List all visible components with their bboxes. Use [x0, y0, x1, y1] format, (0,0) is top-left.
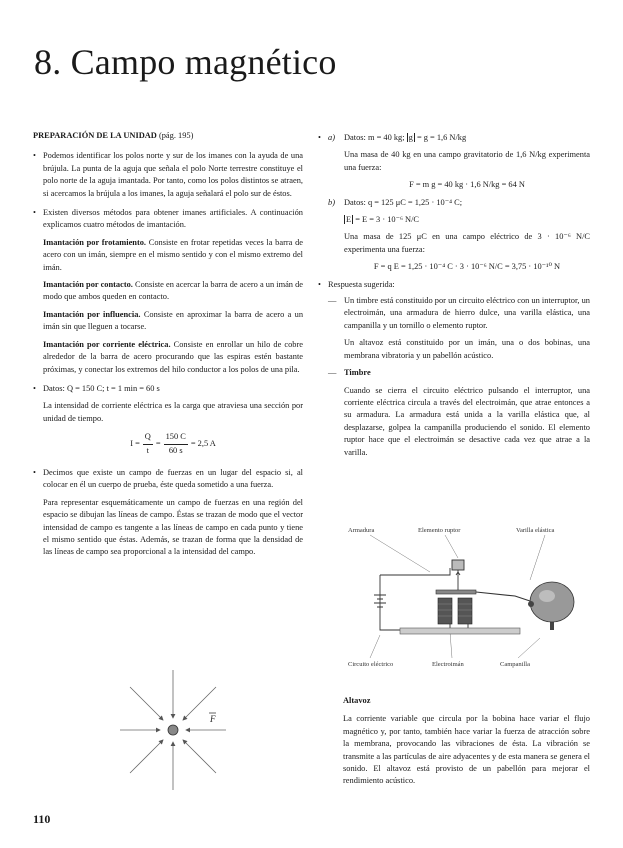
method-current — [43, 339, 303, 376]
g-vector-magnitude — [407, 133, 415, 142]
method-contact-title: Imantación por contacto. — [43, 280, 133, 290]
dash-icon: — — [328, 296, 337, 306]
bullet-icon: • — [33, 151, 36, 161]
e-symbol: E — [346, 215, 352, 225]
bullet-icon: • — [33, 208, 36, 218]
answer-b-data: Datos: q = 125 μC = 1,25 · 10⁻⁴ C; — [344, 197, 463, 207]
fraction-den: t — [146, 445, 149, 455]
ruptor-icon — [452, 560, 464, 590]
altavoz-section — [343, 695, 590, 793]
label-ruptor: Elemento ruptor — [418, 527, 461, 534]
answer-a-formula: F = m g = 40 kg · 1,6 N/kg = 64 N — [409, 180, 525, 190]
label-circuito: Circuito eléctrico — [348, 661, 394, 668]
bell-icon — [528, 582, 574, 630]
preparation-page-ref: (pág. 195) — [158, 131, 194, 140]
bullet-current — [33, 383, 303, 457]
suggested-answer — [318, 279, 590, 291]
e-vector-magnitude — [344, 215, 353, 224]
method-friction-title: Imantación por frotamiento. — [43, 237, 147, 247]
bullet-methods-text: Existen diversos métodos para obtener imanes artificiales. A continuación explicamos cuatro métodos de imantación. — [43, 208, 303, 230]
bullet-icon: • — [33, 383, 36, 393]
bullet-methods — [33, 207, 303, 376]
answer-a-label: a) — [328, 133, 335, 142]
base-plate — [400, 628, 520, 634]
fraction-q-t — [143, 431, 153, 457]
electromagnet-icon — [438, 598, 472, 624]
answer-a-text: Una masa de 40 kg en una campo gravitatorio de 1,6 N/kg experimenta una fuerza: — [344, 150, 590, 172]
method-influence-title: Imantación por influencia. — [43, 309, 141, 319]
altavoz-heading: Altavoz — [343, 696, 371, 705]
answer-b-formula: F = q E = 1,25 · 10⁻⁴ C · 3 · 10⁻⁶ N/C = 3,75 · 10⁻¹⁰ N — [373, 262, 561, 272]
method-contact-text: Consiste en acercar la barra de acero a un imán de modo que ambos queden en contacto. — [43, 280, 304, 302]
bullet-icon: • — [33, 467, 36, 477]
answer-b-label: b) — [328, 197, 335, 207]
method-influence-text: Consiste en aproximar la barra de acero a un imán sin que lleguen a tocarse. — [43, 309, 304, 332]
bullet-icon: • — [318, 279, 321, 289]
left-column — [33, 130, 303, 566]
method-current-title: Imantación por corriente eléctrica. — [43, 339, 171, 349]
a-data-pre: Datos: m = 40 kg; — [344, 133, 405, 142]
label-campanilla: Campanilla — [500, 661, 530, 668]
a-data-post: = g = 1,6 N/kg — [416, 133, 467, 142]
method-influence — [43, 309, 303, 334]
timbre-text: Cuando se cierra el circuito eléctrico pulsando el interruptor, una corriente eléctrica circula a través del electroimán, que atrae entonces a su armadura. La armadura está unida a la varilla elástica que, al desplazarse, golpea la campanilla produciendo el sonido. El elemento ruptor hace que el electroimán se desactive cada vez que atrae a la varilla. — [344, 385, 590, 457]
bullet-compass — [33, 150, 303, 200]
answer-a — [318, 132, 590, 192]
formula-result: = 2,5 A — [190, 438, 216, 448]
fraction-den: 60 s — [168, 445, 183, 455]
method-current-text: Consiste en enrollar un hilo de cobre alrededor de la barra de acero procurando que las espiras estén bastante próximas, y conectar los extremos del hilo conductor a los polos de una pila. — [43, 339, 304, 374]
field-definition: Decimos que existe un campo de fuerzas en un lugar del espacio si, al colocar en él un cuerpo de prueba, éste queda sometido a una fuerza. — [43, 467, 303, 490]
current-text: La intensidad de corriente eléctrica es la carga que atraviesa una sección por unidad de tiempo. — [43, 401, 303, 423]
bell-circuit-diagram — [340, 520, 585, 670]
radial-field-diagram — [118, 660, 228, 800]
method-friction-text: Consiste en frotar repetidas veces la barra de acero con un imán, siempre en el mismo sentido y con el mismo extremo del imán. — [43, 237, 303, 272]
dash-icon: — — [328, 368, 337, 378]
method-contact — [43, 279, 303, 304]
leader-lines — [370, 535, 545, 658]
bell-components: Un timbre está constituido por un circuito eléctrico con un interruptor, un electroimán, una armadura de hierro dulce, una varilla elástica, una campanilla y un tornillo o elemento ruptor. — [344, 296, 590, 330]
answer-a-data — [344, 132, 590, 144]
fraction-values — [164, 431, 188, 457]
page-number: 110 — [33, 812, 51, 826]
answer-b — [318, 197, 590, 274]
bullet-icon: • — [318, 133, 321, 142]
answer-b-text: Una masa de 125 μC en una campo eléctrico de 3 · 10⁻⁶ N/C experimenta una fuerza: — [344, 232, 590, 254]
field-vector-label: F — [210, 714, 216, 724]
e-value: = E = 3 · 10⁻⁶ N/C — [355, 215, 419, 225]
dash-timbre — [318, 367, 590, 459]
bullet-field — [33, 467, 303, 559]
test-charge-icon — [168, 725, 178, 735]
preparation-heading — [33, 130, 303, 142]
g-symbol: g — [408, 133, 413, 142]
fraction-num: 150 C — [164, 431, 188, 444]
preparation-title: PREPARACIÓN DE LA UNIDAD — [33, 131, 157, 140]
formula-lhs: I = — [130, 438, 140, 448]
speaker-components: Un altavoz está constituido por un imán, una o dos bobinas, una membrana vibratoria y un pabellón acústico. — [344, 338, 590, 360]
bullet-compass-text: Podemos identificar los polos norte y sur de los imanes con la ayuda de una brújula. La punta de la aguja que señala el polo Norte terrestre constituye el polo norte de la aguja imantada. Por tanto, como los polos distintos se atraen, si acercamos la brújula a los imanes, la aguja señalará el polo sur de éstos. — [43, 151, 303, 198]
dash-components — [318, 295, 590, 362]
label-varilla: Varilla elástica — [516, 527, 555, 534]
suggested-answer-heading: Respuesta sugerida: — [328, 279, 395, 289]
method-friction — [43, 237, 303, 274]
right-column — [318, 130, 590, 464]
current-data: Datos: Q = 150 C; t = 1 min = 60 s — [43, 383, 160, 393]
timbre-heading: Timbre — [344, 368, 371, 378]
formula-equals: = — [155, 438, 161, 448]
page-title: 8. Campo magnético — [34, 42, 337, 82]
current-formula — [43, 431, 303, 457]
answer-b-field — [344, 214, 590, 226]
altavoz-text: La corriente variable que circula por la bobina hace variar el flujo magnético y, por tanto, también hace variar la fuerza de atracción sobre la membrana, provocando las vibraciones de ésta. La vibración se transmite a las partículas de aire adyacentes y de esta manera se genera el sonido. El altavoz está provisto de un pabellón para mejorar el rendimiento acústico. — [343, 714, 590, 786]
fraction-num: Q — [143, 431, 153, 444]
label-armadura: Armadura — [348, 527, 375, 534]
label-electroiman: Electroimán — [432, 661, 464, 668]
field-lines-text: Para representar esquemáticamente un campo de fuerzas en una región del espacio se dibujan las líneas de campo. Éstas se trazan de modo que el vector intensidad de campo es tangente a las líneas de campo en cada punto y tiene el mismo sentido que éstas. Además, se trazan de forma que la densidad de las líneas de campo sea proporcional a la intensidad del campo. — [43, 497, 303, 557]
